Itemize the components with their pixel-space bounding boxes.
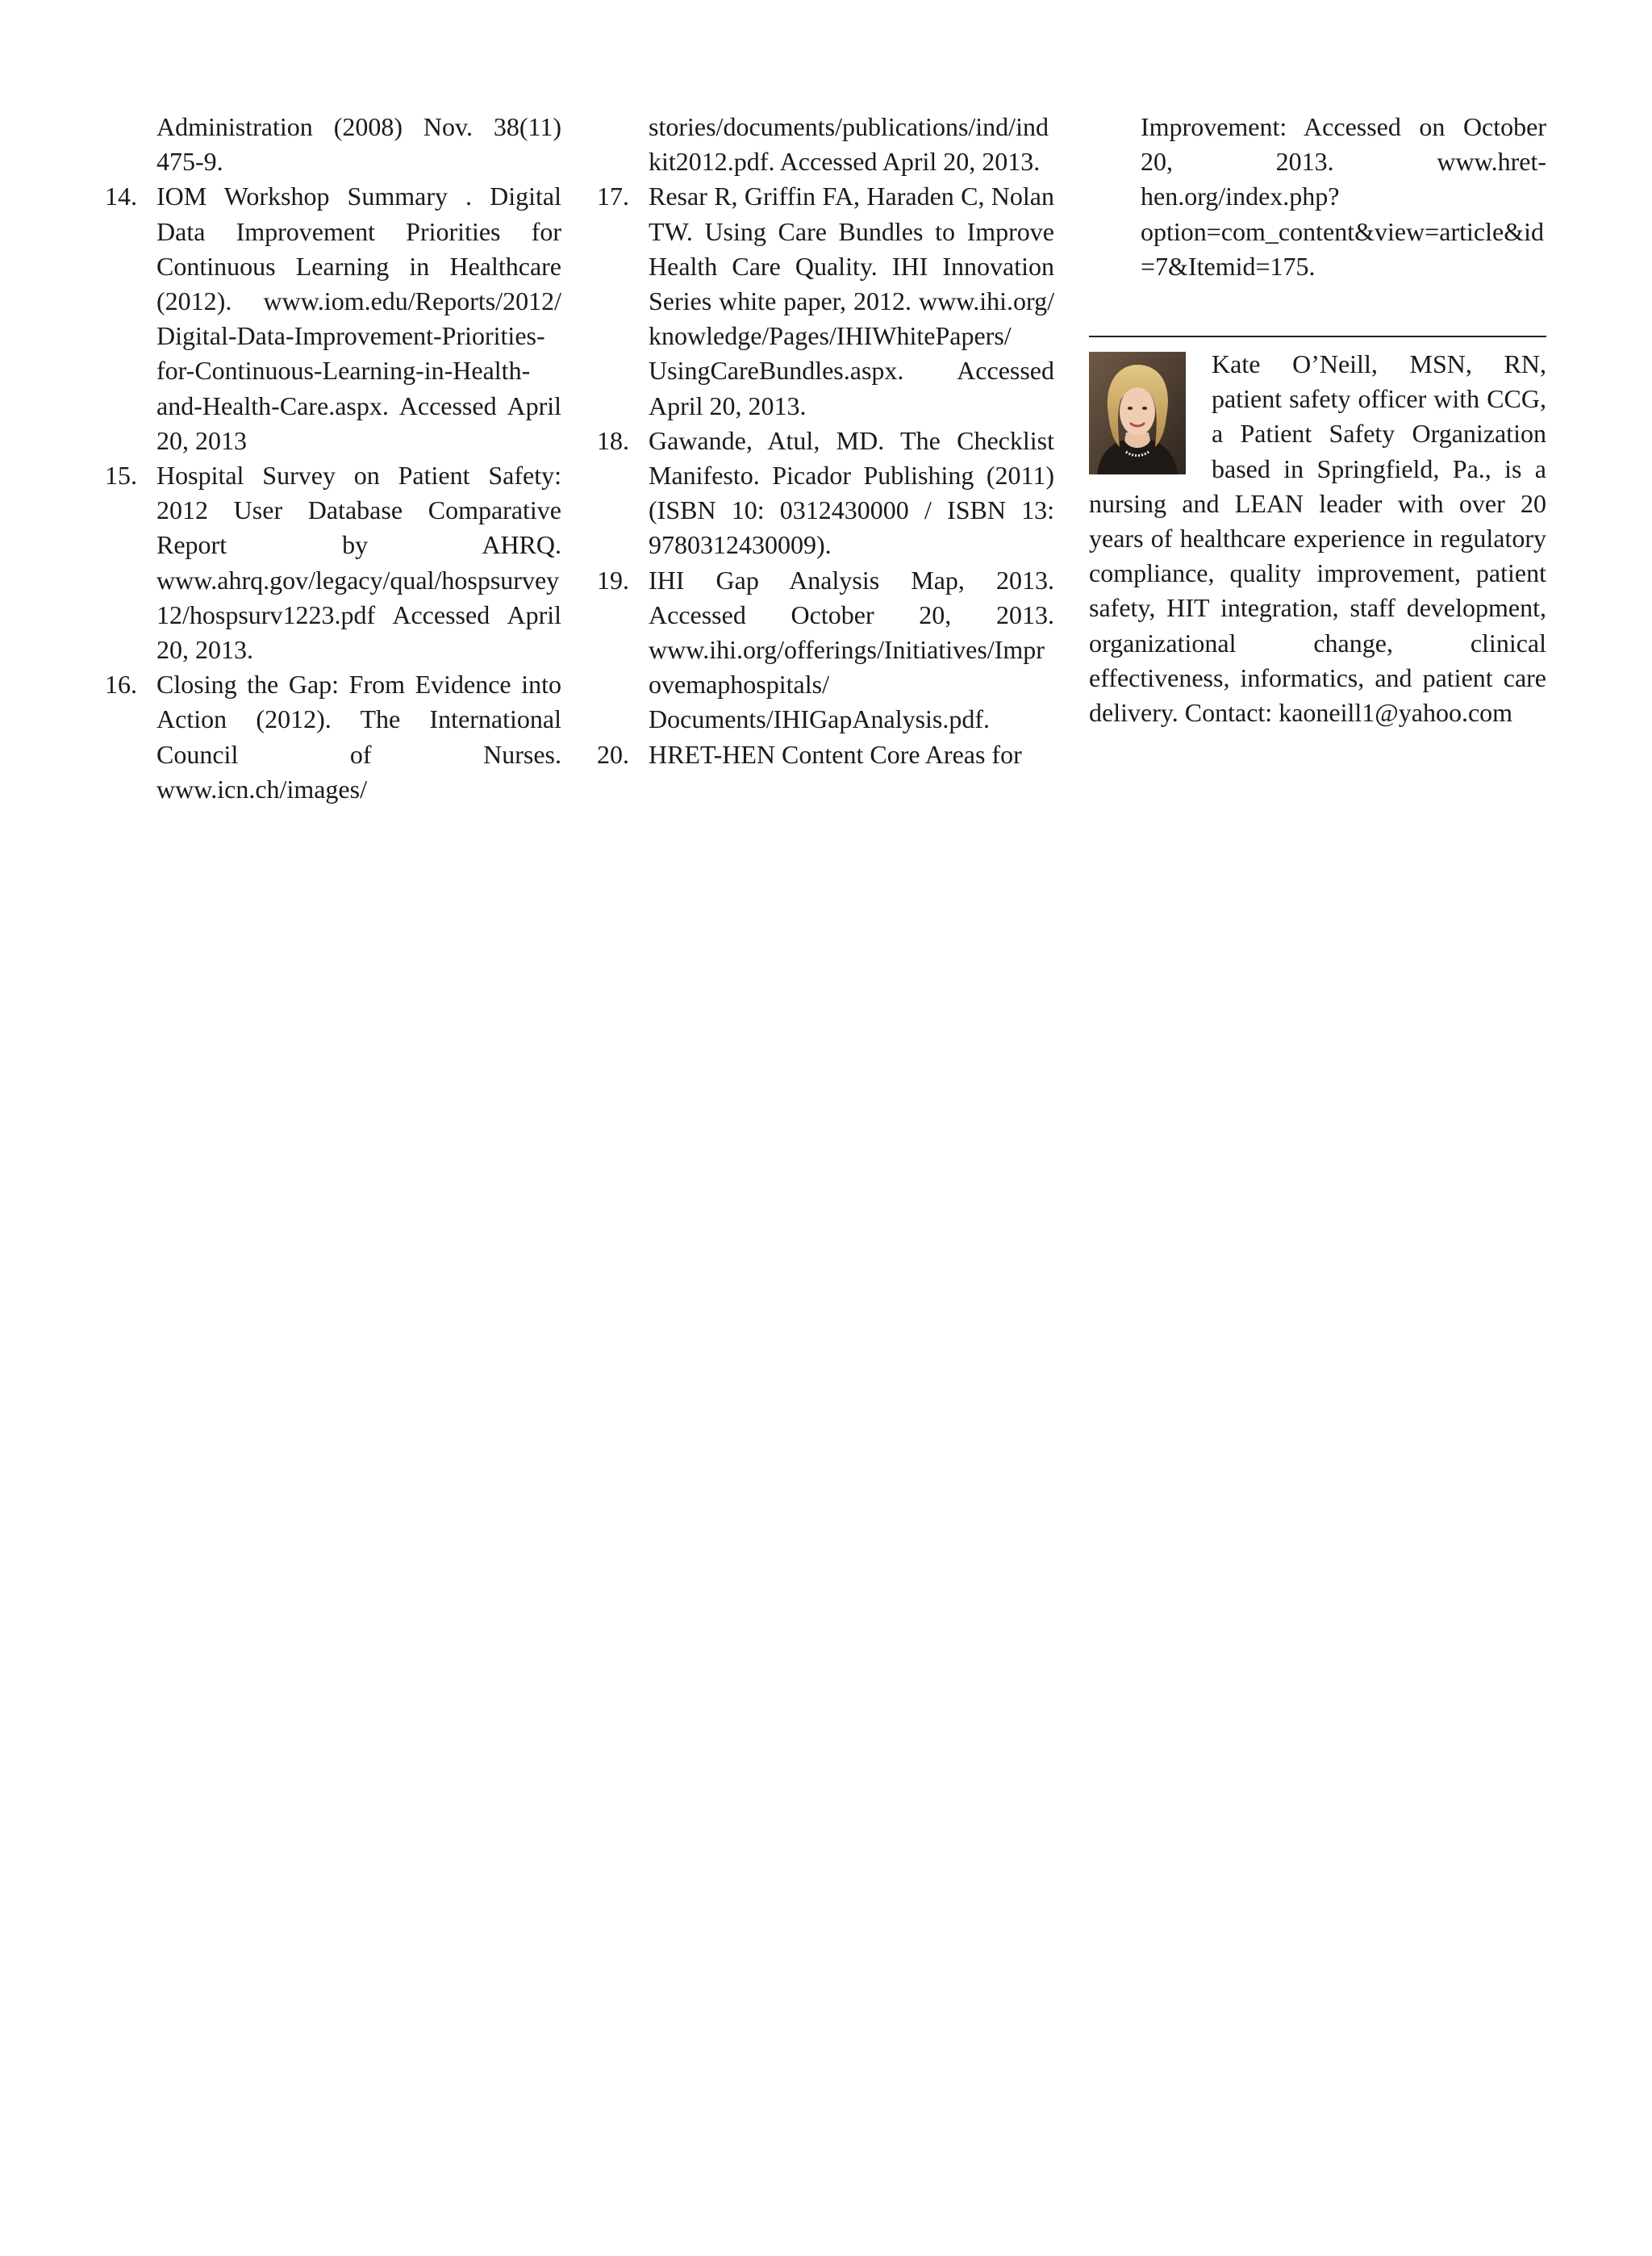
reference-number: 15.	[105, 461, 137, 491]
reference-text: HRET-HEN Content Core Areas for	[649, 739, 1022, 769]
reference-number: 14.	[105, 182, 137, 211]
reference-item	[597, 737, 1054, 772]
author-photo	[1089, 352, 1186, 474]
reference-number: 19.	[597, 565, 629, 595]
reference-continuation: Improvement: Accessed on October 20, 2013. www.hret-hen.org/index.php?option=com_content&view=article&id=7&Itemid=175.	[1141, 112, 1546, 281]
reference-item	[597, 179, 1054, 423]
reference-number: 20.	[597, 739, 629, 769]
reference-item	[597, 424, 1054, 563]
references-column-3	[1089, 110, 1546, 730]
reference-text: Hospital Survey on Patient Safety: 2012 User Database Comparative Report by AHRQ. www.ahrq.gov/legacy/qual/hospsurvey12/hospsurv1223.pdf Accessed April 20, 2013.	[156, 461, 561, 665]
references-column-1	[105, 110, 561, 807]
reference-item	[105, 458, 561, 667]
reference-text: IOM Workshop Summary . Digital Data Improvement Priorities for Continuous Learning in Healthcare (2012). www.iom.edu/Reports/2012/ Digital-Data-Improvement-Priorities-for-Continuous-Learning-in-Health-and-Health-Care.aspx. Accessed April 20, 2013	[156, 182, 561, 455]
reference-number: 18.	[597, 425, 629, 455]
reference-number: 17.	[597, 182, 629, 211]
reference-continuation: Administration (2008) Nov. 38(11) 475-9.	[156, 112, 561, 177]
reference-continuation: stories/documents/publications/ind/indkit2012.pdf. Accessed April 20, 2013.	[649, 112, 1049, 177]
reference-item	[105, 667, 561, 807]
references-column-2	[597, 110, 1054, 772]
reference-item	[105, 179, 561, 458]
reference-item	[597, 563, 1054, 737]
bio-divider	[1089, 336, 1546, 337]
reference-text: Resar R, Griffin FA, Haraden C, Nolan TW. Using Care Bundles to Improve Health Care Quality. IHI Innovation Series white paper, 2012. www.ihi.org/ knowledge/Pages/IHIWhitePapers/ UsingCareBundles.aspx. Accessed April 20, 2013.	[649, 182, 1054, 420]
author-bio: Kate O’Neill, MSN, RN, patient safety officer with CCG, a Patient Safety Organization based in Springfield, Pa., is a nursing and LEAN leader with over 20 years of healthcare experience in regulatory compliance, quality improvement, patient safety, HIT integration, staff development, organizational change, clinical effectiveness, informatics, and patient care delivery. Contact: kaoneill1@yahoo.com	[1089, 349, 1546, 728]
reference-text: Closing the Gap: From Evidence into Action (2012). The International Council of Nurses. www.icn.ch/images/	[156, 670, 561, 804]
reference-number: 16.	[105, 670, 137, 700]
reference-text: Gawande, Atul, MD. The Checklist Manifesto. Picador Publishing (2011) (ISBN 10: 0312430000 / ISBN 13: 9780312430009).	[649, 425, 1054, 560]
reference-text: IHI Gap Analysis Map, 2013. Accessed October 20, 2013. www.ihi.org/offerings/Initiatives/Improvemaphospitals/ Documents/IHIGapAnalysis.pdf.	[649, 565, 1054, 734]
